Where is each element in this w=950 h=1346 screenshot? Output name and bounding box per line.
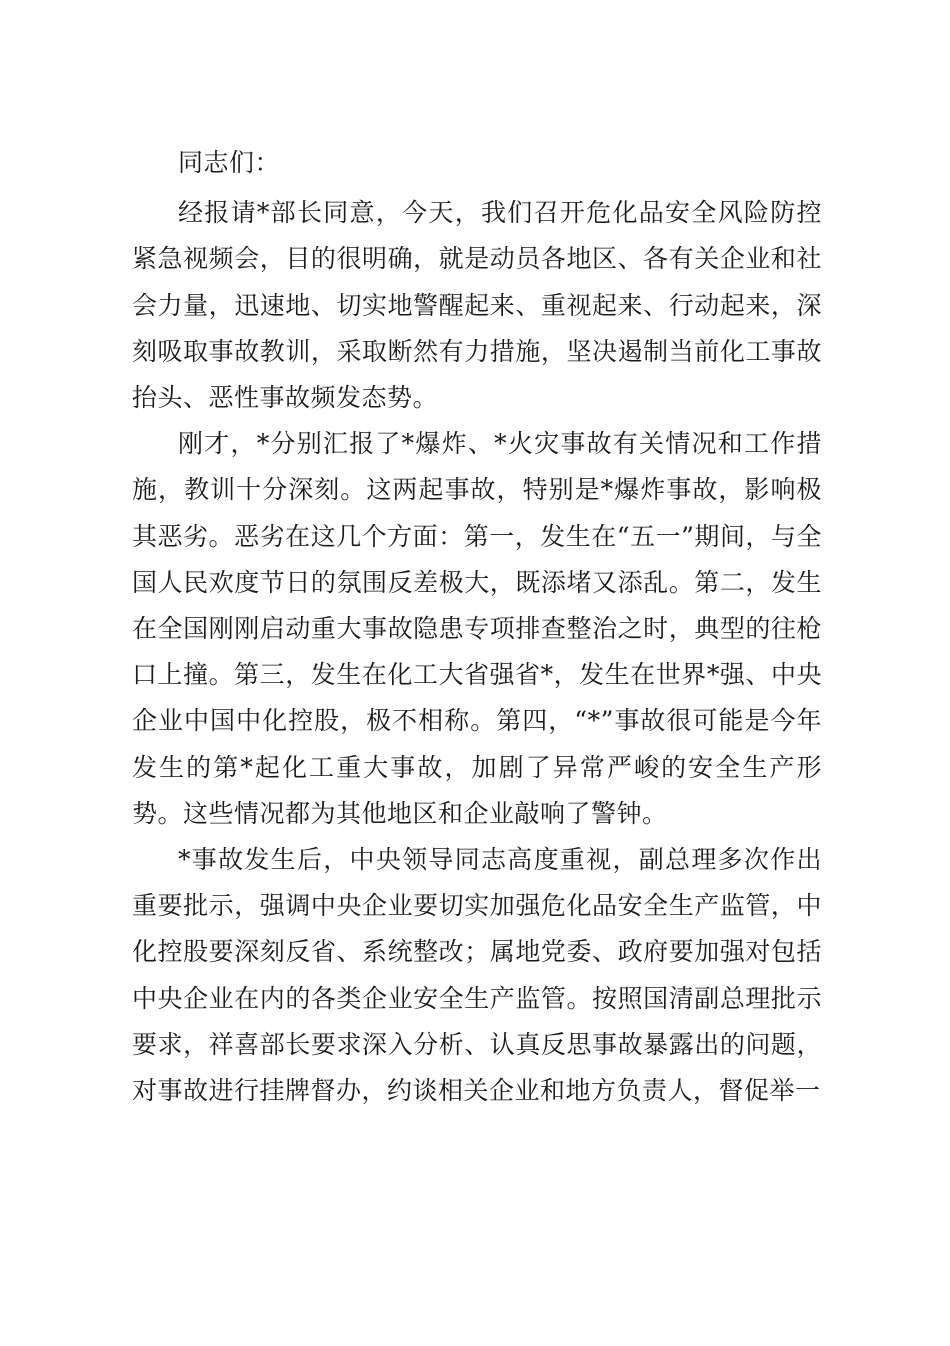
paragraph-3: *事故发生后，中央领导同志高度重视，副总理多次作出重要批示，强调中央企业要切实加强危化品安全生产监管，中化控股要深刻反省、系统整改；属地党委、政府要加强对包括中央企业在内的各类企业安全生产监管。按照国清副总理批示要求，祥喜部长要求深入分析、认真反思事故暴露出的问题，对事故进行挂牌督办，约谈相关企业和地方负责人，督促举一 [132, 845, 822, 1106]
paragraph-1: 经报请*部长同意，今天，我们召开危化品安全风险防控紧急视频会，目的很明确，就是动员各地区、各有关企业和社会力量，迅速地、切实地警醒起来、重视起来、行动起来，深刻吸取事故教训，采取断然有力措施，坚决遏制当前化工事故抬头、恶性事故频发态势。 [132, 198, 822, 413]
salutation: 同志们： [178, 148, 281, 177]
document-body [132, 140, 822, 1114]
paragraph-2: 刚才，*分别汇报了*爆炸、*火灾事故有关情况和工作措施，教训十分深刻。这两起事故，特别是*爆炸事故，影响极其恶劣。恶劣在这几个方面：第一，发生在“五一”期间，与全国人民欢度节日的氛围反差极大，既添堵又添乱。第二，发生在全国刚刚启动重大事故隐患专项排查整治之时，典型的往枪口上撞。第三，发生在化工大省强省*，发生在世界*强、中央企业中国中化控股，极不相称。第四，“*”事故很可能是今年发生的第*起化工重大事故，加剧了异常严峻的安全生产形势。这些情况都为其他地区和企业敲响了警钟。 [132, 429, 822, 828]
